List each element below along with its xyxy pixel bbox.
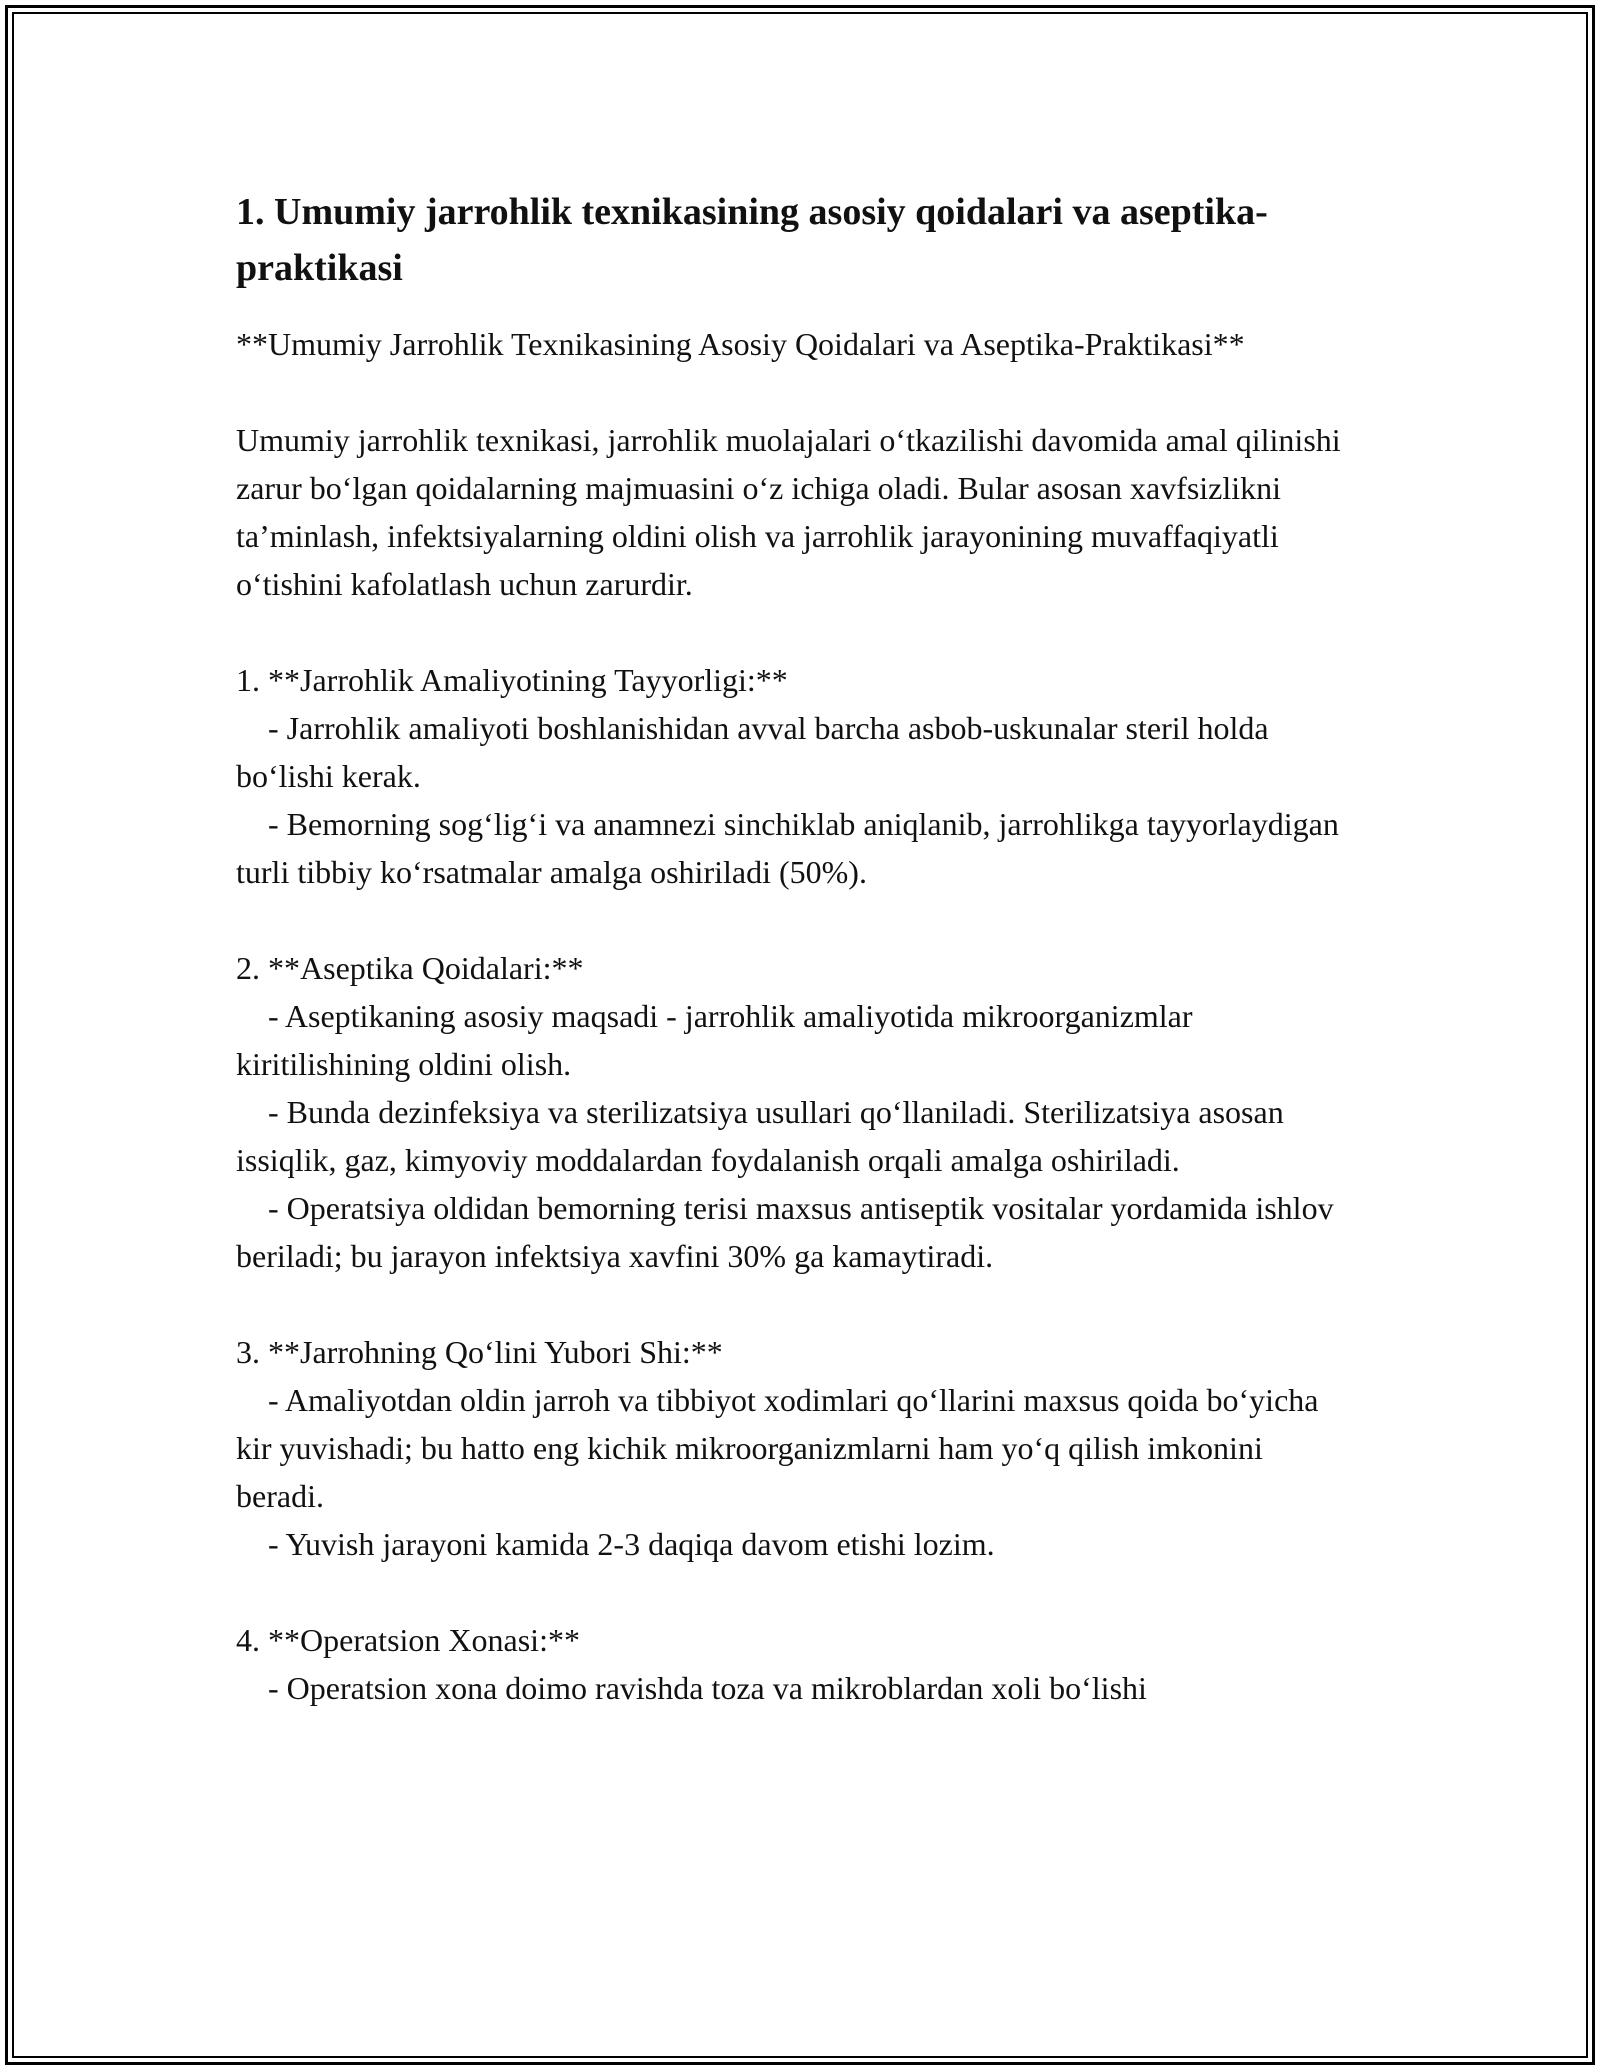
document-body: **Umumiy Jarrohlik Texnikasining Asosiy Qoidalari va Aseptika-Praktikasi** Umumiy jarrohlik texnikasi, jarrohlik muolajalari o‘tkazilishi davomida amal qilinishi zarur bo‘lgan qoidalarning majmuasini o‘z ichiga oladi. Bular asosan xavfsizlikni ta’minlash, infektsiyalarning oldini olish va jarrohlik jarayonining muvaffaqiyatli o‘tishini kafolatlash uchun zarurdir. 1. **Jarrohlik Amaliyotining Tayyorligi:** - Jarrohlik amaliyoti boshlanishidan avval barcha asbob-uskunalar steril holda bo‘lishi kerak. - Bemorning sog‘lig‘i va anamnezi sinchiklab aniqlanib, jarrohlikga tayyorlaydigan turli tibbiy ko‘rsatmalar amalga oshiriladi (50%). 2. **Aseptika Qoidalari:** - Aseptikaning asosiy maqsadi - jarrohlik amaliyotida mikroorganizmlar kiritilishining oldini olish. - Bunda dezinfeksiya va sterilizatsiya usullari qo‘llaniladi. Sterilizatsiya asosan issiqlik, gaz, kimyoviy moddalardan foydalanish orqali amalga oshiriladi. - Operatsiya oldidan bemorning terisi maxsus antiseptik vositalar yordamida ishlov beriladi; bu jarayon infektsiya xavfini 30% ga kamaytiradi. 3. **Jarrohning Qo‘lini Yubori Shi:** - Amaliyotdan oldin jarroh va tibbiyot xodimlari qo‘llarini maxsus qoida bo‘yicha kir yuvishadi; bu hatto eng kichik mikroorganizmlarni ham yo‘q qilish imkonini beradi. - Yuvish jarayoni kamida 2-3 daqiqa davom etishi lozim. 4. **Operatsion Xonasi:** - Operatsion xona doimo ravishda toza va mikroblardan xoli bo‘lishi <box>236 326 1341 1706</box>
document-title: 1. Umumiy jarrohlik texnikasining asosiy qoidalari va aseptika-praktikasi <box>236 191 1268 289</box>
document-page <box>236 184 1356 1712</box>
